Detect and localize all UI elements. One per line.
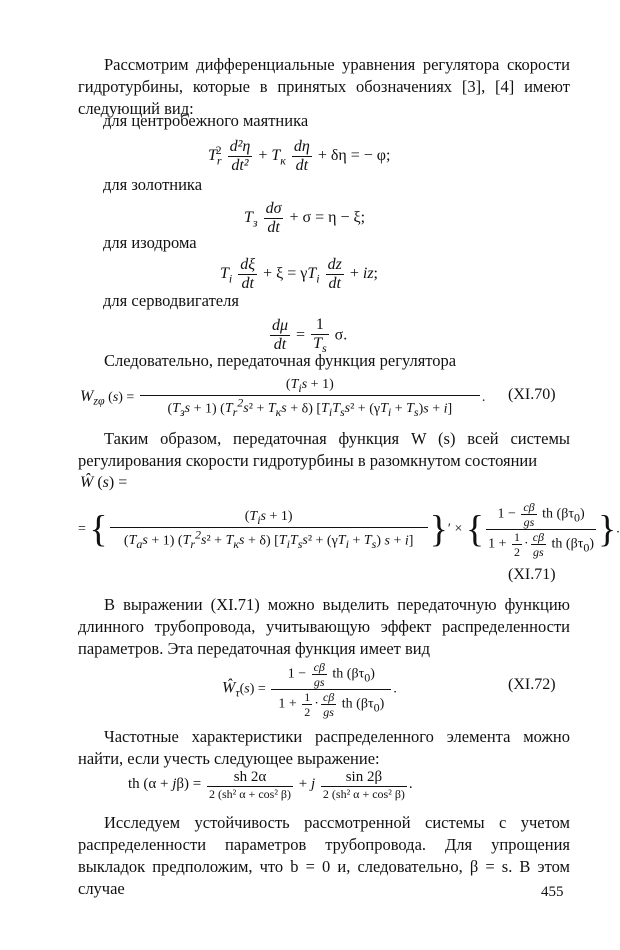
equation-what-w-label: Ŵ (s) = <box>80 474 128 491</box>
paragraph-expression: В выражении (XI.71) можно выделить передаточную функцию длинного трубопровода, учитывающую эффект распределенности параметров. Эта передаточная функция имеет вид <box>78 595 570 658</box>
equation-pipeline-transfer: $Ŵ_\tau(s)$ = 1 − $\frac{c\beta}{gs}$ th $(\beta\tau_0)$ 1 + $\frac{1}{2}$ · $\frac{c\beta}{gs}$ th $(\beta\tau_0)$ . <box>222 660 397 719</box>
equation-number-71: (XI.71) <box>508 566 556 583</box>
paragraph-therefore: Следовательно, передаточная функция регулятора <box>104 351 457 370</box>
equation-regulator-transfer: $W_{z\varphi}$ (s) = $\frac{(T_is + 1)}{(T_зs + 1) (T_r^2s^2 + T_кs + \delta) [T_iT_ss^2 + (\gamma T_i + T_s)s + i]}$ . <box>80 377 486 420</box>
label-servo: для серводвигателя <box>103 291 239 310</box>
equation-isodrome: $T_i$ $\frac{d\xi}{dt}$ + $\xi = \gamma T_i$ $\frac{dz}{dt}$ + iz; <box>220 256 378 292</box>
label-isodrome: для изодрома <box>103 233 197 252</box>
label-pendulum: для центробежного маятника <box>103 111 309 130</box>
equation-spool: $T_з$ $\frac{d\sigma}{dt}$ + σ = η − ξ; <box>244 200 366 236</box>
equation-pendulum: $T_r^2$ $\frac{\text{d²η}}{\text{dt²}}$ + $T_к$ $\frac{d\eta}{dt}$ + δη = − φ; <box>208 138 391 174</box>
equation-number-72: (XI.72) <box>508 676 556 693</box>
paragraph-frequency: Частотные характеристики распределенного элемента можно найти, если учесть следующее выражение: <box>78 727 570 768</box>
paragraph-intro: Рассмотрим дифференциальные уравнения регулятора скорости гидротурбины, которые в принятых обозначениях [3], [4] имеют следующий вид: <box>78 55 570 118</box>
equation-system-transfer: = { $\frac{(T_is + 1)}{(T_as + 1) (T_r^2s^2 + T_кs + \delta) [T_iT_ss^2 + (\gamma T_i + T_s) s + i]}$ }′ × { 1 − $\frac{c\beta}{gs}$ th $(\beta\tau_0)$ 1 + $\frac{1}{2}$ · $\frac{c\beta}{gs}$ th $(\beta\tau_0)$ }. <box>78 500 620 559</box>
paragraph-stability: Исследуем устойчивость рассмотренной системы с учетом распределенности параметров трубопровода. Для упрощения выкладок предположим, что b = 0 и, следовательно, β = s. В этом случае <box>78 813 570 898</box>
label-spool: для золотника <box>103 175 203 194</box>
page-number: 455 <box>541 884 564 900</box>
equation-tanh-identity: th (α + jβ) = $\frac{sh 2\alpha}{\text{2 (sh² α + cos² β)}}$ + j $\frac{\sin 2\beta}{\text{2 (sh² α + cos² β)}}$ . <box>128 769 413 801</box>
equation-servo: $\frac{d\mu}{dt}$ = $\frac{1}{T_s}$ σ. <box>272 316 348 356</box>
equation-number-70: (XI.70) <box>508 386 556 403</box>
paragraph-thus: Таким образом, передаточная функция W (s) всей системы регулирования скорости гидротурбины в разомкнутом состоянии <box>78 429 570 470</box>
